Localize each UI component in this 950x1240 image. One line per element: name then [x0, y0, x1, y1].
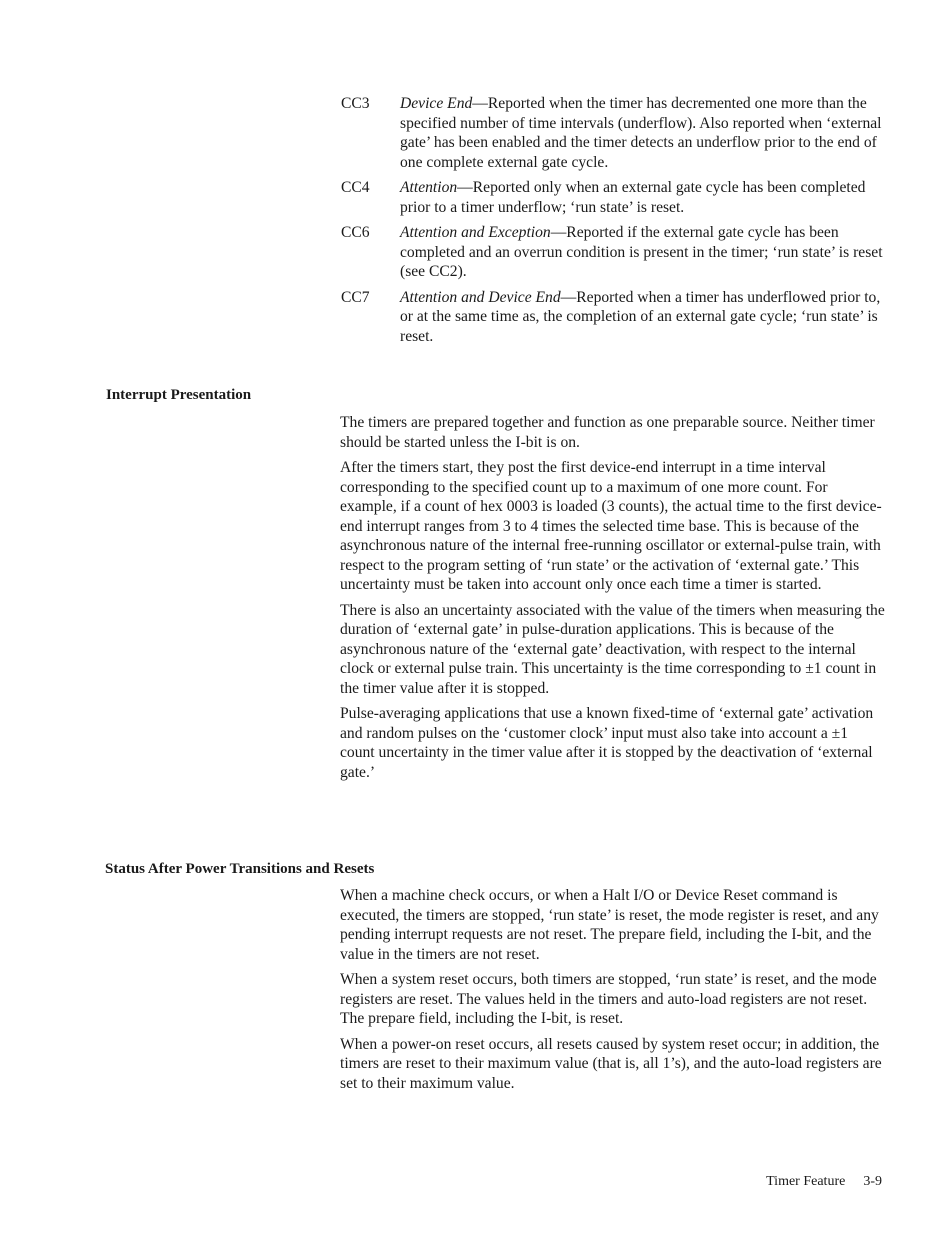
footer-section-title: Timer Feature — [766, 1174, 846, 1189]
page-footer — [766, 1172, 882, 1192]
page-number: 3-9 — [863, 1174, 882, 1189]
condition-code-term: Attention — [400, 179, 458, 196]
condition-code-item — [341, 94, 886, 172]
condition-code-term: Attention and Device End — [400, 288, 561, 306]
condition-code-term: Device End — [400, 95, 473, 112]
paragraph: There is also an uncertainty associated with the value of the timers when measuring the duration of ‘external gate’ in pulse-duration applications. This is because of the asynchronous nature of the ‘external gate’ deactivation, with respect to the internal clock or external pulse train. This uncertainty is the time corresponding to ±1 count in the timer value after it is stopped. — [340, 601, 885, 697]
condition-code-description — [400, 178, 886, 217]
paragraph: When a power-on reset occurs, all resets caused by system reset occur; in addition, the timers are reset to their maximum value (that is, all 1’s), and the auto-load registers are set to their maximum value. — [340, 1035, 882, 1092]
paragraph: The timers are prepared together and function as one preparable source. Neither timer should be started unless the I-bit is on. — [340, 414, 875, 451]
condition-code: CC6 — [341, 224, 370, 241]
condition-code-text: —Reported when a timer has underflowed prior to, or at the same time as, the completion of an external gate cycle; ‘run state’ is reset. — [400, 288, 881, 345]
condition-code-list — [341, 94, 886, 352]
condition-code-text: —Reported when the timer has decremented one more than the specified number of time intervals (underflow). Also reported when ‘external gate’ has been enabled and the timer detects an underflow prior to the end of one complete external gate cycle. — [400, 95, 882, 171]
condition-code-item — [341, 223, 886, 282]
paragraph: When a system reset occurs, both timers are stopped, ‘run state’ is reset, and the mode registers are reset. The values held in the timers and auto-load registers are not reset. The prepare field, including the I-bit, is reset. — [340, 971, 877, 1027]
condition-code-term: Attention and Exception — [400, 224, 551, 241]
condition-code: CC4 — [341, 179, 370, 196]
paragraph: After the timers start, they post the first device-end interrupt in a time interval corresponding to the specified count up to a maximum of one more count. For example, if a count of hex 0003 is loaded (3 counts), the actual time to the first device-end interrupt ranges from 3 to 4 times the selected time base. This is because of the asynchronous nature of the internal free-running oscillator or external-pulse train, with respect to the program setting of ‘run state’ or the activation of ‘external gate.’ This uncertainty must be taken into account only once each time a timer is started. — [340, 459, 882, 593]
condition-code-description — [400, 94, 886, 172]
paragraph: When a machine check occurs, or when a Halt I/O or Device Reset command is executed, the timers are stopped, ‘run state’ is reset, the mode register is reset, and any pending interrupt requests are not reset. The prepare field, including the I-bit, and the value in the timers are not reset. — [340, 887, 879, 963]
paragraph: Pulse-averaging applications that use a known fixed-time of ‘external gate’ activation and random pulses on the ‘customer clock’ input must also take into account a ±1 count uncertainty in the timer value after it is stopped by the deactivation of ‘external gate.’ — [340, 705, 874, 781]
condition-code-item — [341, 178, 886, 217]
condition-code: CC3 — [341, 95, 370, 112]
status-after-power-section — [340, 886, 886, 1099]
condition-code-item — [341, 288, 886, 347]
interrupt-presentation-heading: Interrupt Presentation — [106, 387, 252, 403]
status-after-power-heading: Status After Power Transitions and Resets — [105, 861, 375, 877]
condition-code-text: —Reported only when an external gate cycle has been completed prior to a timer underflow; ‘run state’ is reset. — [400, 179, 866, 216]
condition-code-description — [400, 288, 886, 347]
condition-code-text: —Reported if the external gate cycle has been completed and an overrun condition is present in the timer; ‘run state’ is reset (see CC2). — [400, 224, 883, 280]
condition-code: CC7 — [341, 288, 370, 306]
interrupt-presentation-section — [340, 413, 886, 788]
condition-code-description — [400, 223, 886, 282]
